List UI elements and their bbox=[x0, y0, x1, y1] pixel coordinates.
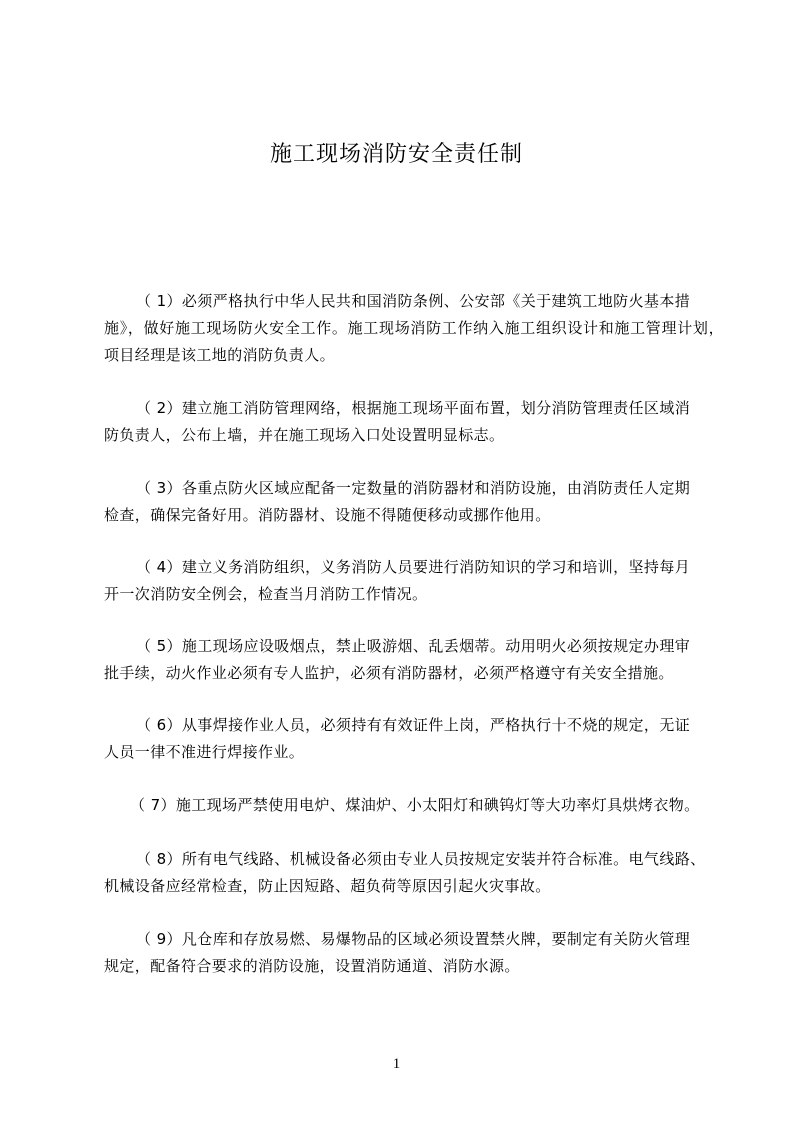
paragraph-8-rest: 机械设备应经常检查，防止因短路、超负荷等原因引起火灾事故。 bbox=[104, 877, 551, 895]
paragraph-2-rest: 防负责人，公布上墙，并在施工现场入口处设置明显标志。 bbox=[104, 426, 505, 444]
paragraph-1-first-line: （ 1）必须严格执行中华人民共和国消防条例、公安部《关于建筑工地防火基本措 bbox=[136, 292, 691, 310]
document-title: 施工现场消防安全责任制 bbox=[269, 142, 523, 167]
paragraph-4-rest: 开一次消防安全例会，检查当月消防工作情况。 bbox=[104, 585, 428, 603]
paragraph-9-first-line: （ 9）凡仓库和存放易燃、易爆物品的区域必须设置禁火牌，要制定有关防火管理 bbox=[136, 930, 691, 948]
paragraph-7-first-line: （ 7）施工现场严禁使用电炉、煤油炉、小太阳灯和碘钨灯等大功率灯具烘烤衣物。 bbox=[130, 796, 700, 814]
paragraph-4-first-line: （ 4）建立义务消防组织，义务消防人员要进行消防知识的学习和培训，坚持每月 bbox=[136, 558, 691, 576]
paragraph-5 bbox=[104, 633, 724, 687]
paragraph-6-rest: 人员一律不准进行焊接作业。 bbox=[104, 743, 305, 761]
paragraph-9 bbox=[104, 926, 724, 980]
paragraph-5-rest: 批手续，动火作业必须有专人监护，必须有消防器材，必须严格遵守有关安全措施。 bbox=[104, 664, 674, 682]
paragraph-9-rest: 规定，配备符合要求的消防设施，设置消防通道、消防水源。 bbox=[104, 957, 520, 975]
page-number: 1 bbox=[392, 1056, 401, 1072]
paragraph-1-rest: 施》，做好施工现场防火安全工作。施工现场消防工作纳入施工组织设计和施工管理计划，项目经理是该工地的消防负责人。 bbox=[104, 319, 724, 364]
paragraph-2-first-line: （ 2）建立施工消防管理网络，根据施工现场平面布置，划分消防管理责任区域消 bbox=[136, 399, 691, 417]
paragraph-3 bbox=[104, 475, 724, 529]
paragraph-6-first-line: （ 6）从事焊接作业人员，必须持有有效证件上岗，严格执行十不烧的规定，无证 bbox=[136, 716, 691, 734]
paragraph-6 bbox=[104, 712, 724, 766]
paragraph-8 bbox=[104, 846, 724, 900]
paragraph-3-first-line: （ 3）各重点防火区域应配备一定数量的消防器材和消防设施，由消防责任人定期 bbox=[136, 479, 691, 497]
paragraph-3-rest: 检查，确保完备好用。消防器材、设施不得随便移动或挪作他用。 bbox=[104, 506, 551, 524]
paragraph-1 bbox=[104, 288, 724, 369]
paragraph-8-first-line: （ 8）所有电气线路、机械设备必须由专业人员按规定安装并符合标准。电气线路、 bbox=[136, 850, 706, 868]
paragraph-5-first-line: （ 5）施工现场应设吸烟点，禁止吸游烟、乱丢烟蒂。动用明火必须按规定办理审 bbox=[136, 637, 691, 655]
paragraph-7 bbox=[104, 792, 724, 819]
paragraph-4 bbox=[104, 554, 724, 608]
paragraph-2 bbox=[104, 395, 724, 449]
